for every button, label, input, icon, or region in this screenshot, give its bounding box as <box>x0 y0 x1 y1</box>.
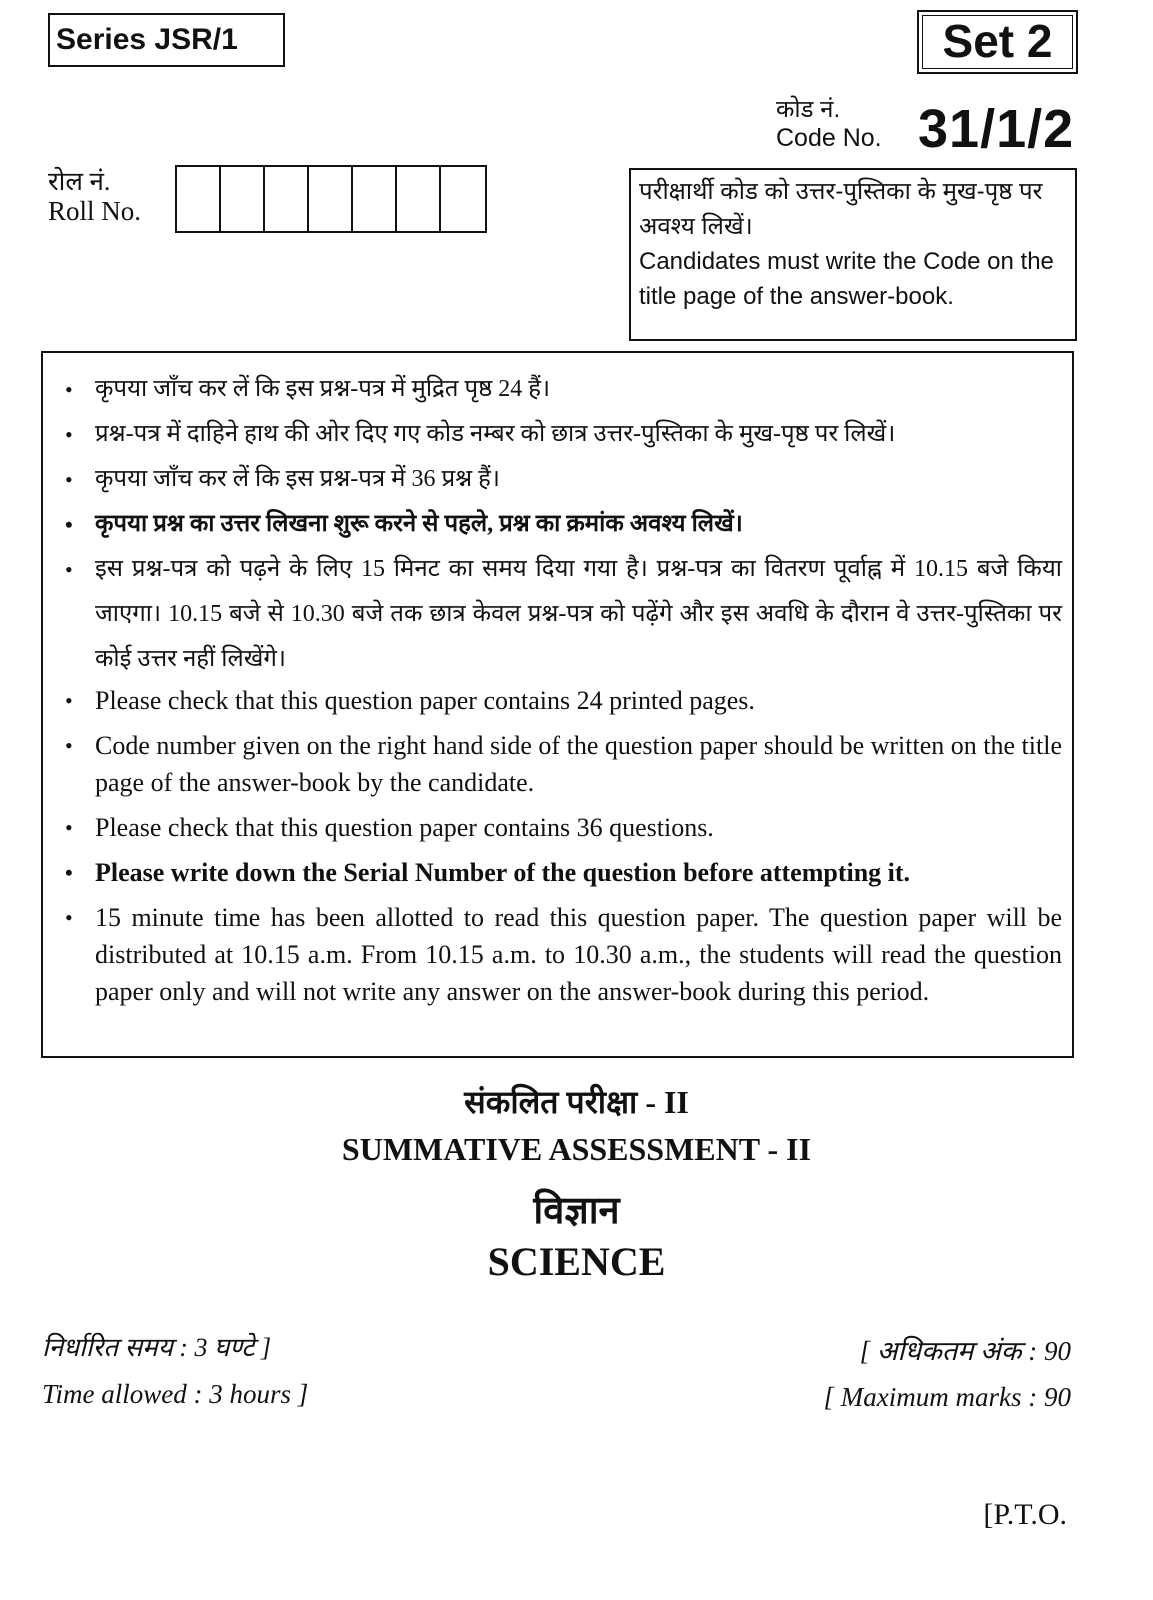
subject-title-hindi: विज्ञान <box>533 1190 620 1232</box>
time-allowed-hindi: निर्धारित समय : 3 घण्टे ] <box>42 1333 272 1362</box>
instruction-item: • Please check that this question paper contains 36 questions. <box>61 809 1062 846</box>
instruction-item: • Code number given on the right hand side of the question paper should be written on the title page of the answer-book by the candidate. <box>61 727 1062 801</box>
code-label-hindi: कोड नं. <box>776 96 841 123</box>
code-number: 31/1/2 <box>918 99 1075 159</box>
subject-title-english: SCIENCE <box>487 1239 666 1284</box>
roll-number-box[interactable] <box>441 167 485 231</box>
instruction-item: • कृपया प्रश्न का उत्तर लिखना शुरू करने से पहले, प्रश्न का क्रमांक अवश्य लिखें। <box>61 502 1062 547</box>
instructions-list <box>61 367 1062 1010</box>
roll-number-box[interactable] <box>265 167 309 231</box>
set-label: Set 2 <box>917 10 1078 74</box>
pto-label: [P.T.O. <box>983 1498 1067 1531</box>
roll-number-box[interactable] <box>353 167 397 231</box>
instruction-item: • कृपया जाँच कर लें कि इस प्रश्न-पत्र में 36 प्रश्न हैं। <box>61 457 1062 502</box>
instruction-item: • प्रश्न-पत्र में दाहिने हाथ की ओर दिए गए कोड नम्बर को छात्र उत्तर-पुस्तिका के मुख-पृष्ठ पर लिखें। <box>61 412 1062 457</box>
roll-number-box[interactable] <box>221 167 265 231</box>
exam-title-hindi: संकलित परीक्षा - II <box>464 1084 689 1120</box>
instruction-item: • Please write down the Serial Number of the question before attempting it. <box>61 854 1062 891</box>
roll-number-box[interactable] <box>309 167 353 231</box>
series-label: Series JSR/1 <box>48 13 285 67</box>
instruction-item: • कृपया जाँच कर लें कि इस प्रश्न-पत्र में मुद्रित पृष्ठ 24 हैं। <box>61 367 1062 412</box>
code-instruction-hindi: परीक्षार्थी कोड को उत्तर-पुस्तिका के मुख-पृष्ठ पर अवश्य लिखें। <box>639 178 1043 240</box>
maximum-marks-english: [ Maximum marks : 90 <box>823 1382 1071 1412</box>
roll-number-box[interactable] <box>177 167 221 231</box>
code-instruction-box <box>629 168 1077 341</box>
instruction-item: • 15 minute time has been allotted to read this question paper. The question paper will be distributed at 10.15 a.m. From 10.15 a.m. to 10.30 a.m., the students will read the question paper only and will not write any answer on the answer-book during this period. <box>61 899 1062 1010</box>
roll-number-boxes[interactable] <box>175 165 487 233</box>
roll-label-hindi: रोल नं. <box>48 167 111 196</box>
instruction-item: • इस प्रश्न-पत्र को पढ़ने के लिए 15 मिनट का समय दिया गया है। प्रश्न-पत्र का वितरण पूर्वाह्न में 10.15 बजे किया जाएगा। 10.15 बजे से 10.30 बजे तक छात्र केवल प्रश्न-पत्र को पढ़ेंगे और इस अवधि के दौरान वे उत्तर-पुस्तिका पर कोई उत्तर नहीं लिखेंगे। <box>61 547 1062 682</box>
code-instruction-english: Candidates must write the Code on the title page of the answer-book. <box>639 248 1054 310</box>
instructions-box <box>41 351 1074 1058</box>
exam-title-english: SUMMATIVE ASSESSMENT - II <box>341 1131 812 1167</box>
roll-label-english: Roll No. <box>48 196 142 226</box>
code-label-english: Code No. <box>776 124 882 152</box>
roll-number-box[interactable] <box>397 167 441 231</box>
time-allowed-english: Time allowed : 3 hours ] <box>42 1379 309 1409</box>
instruction-item: • Please check that this question paper contains 24 printed pages. <box>61 682 1062 719</box>
maximum-marks-hindi: [ अधिकतम अंक : 90 <box>859 1336 1071 1366</box>
